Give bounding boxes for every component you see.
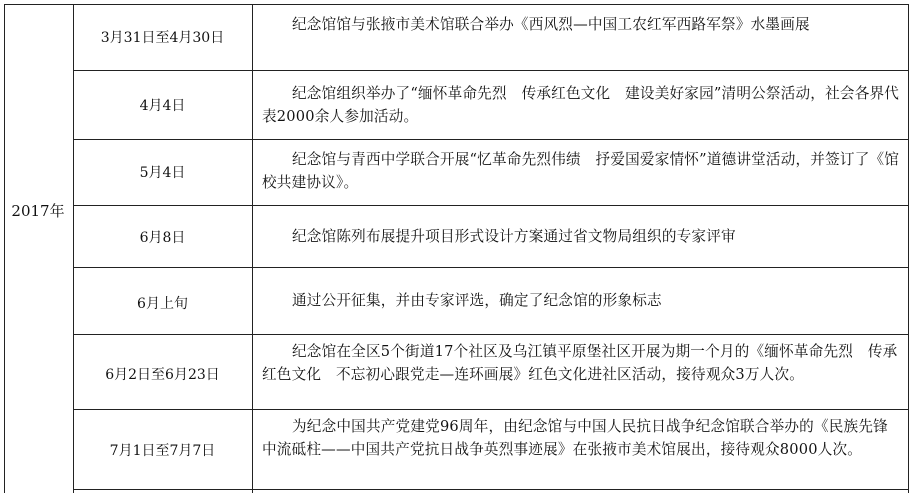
date-cell: 6月8日: [139, 230, 186, 246]
row-divider: [73, 139, 909, 140]
row-divider: [73, 267, 909, 268]
date-cell: 4月4日: [139, 98, 186, 114]
table-border-bottom: [73, 489, 909, 490]
date-cell: 5月4日: [139, 165, 186, 181]
event-cell: 纪念馆与青西中学联合开展“忆革命先烈伟绩 抒爱国爱家情怀”道德讲堂活动，并签订了《馆校共建协议》。: [262, 151, 900, 191]
year-cell: 2017年: [11, 202, 65, 220]
event-cell: 纪念馆在全区5个街道17个社区及乌江镇平原堡社区开展为期一个月的《缅怀革命先烈 传承红色文化 不忘初心跟党走—连环画展》红色文化进社区活动，接待观众3万人次。: [262, 343, 898, 383]
date-cell: 3月31日至4月30日: [100, 30, 225, 46]
date-cell: 6月2日至6月23日: [105, 367, 220, 383]
event-cell: 通过公开征集，并由专家评选，确定了纪念馆的形象标志: [292, 292, 662, 309]
event-cell: 为纪念中国共产党建党96周年，由纪念馆与中国人民抗日战争纪念馆联合举办的《民族先锋 中流砥柱——中国共产党抗日战争英烈事迹展》在张掖市美术馆展出，接待观众8000人次。: [262, 418, 903, 458]
table-border-left: [4, 4, 5, 493]
row-divider: [73, 70, 909, 71]
table-border-top: [4, 4, 909, 5]
row-divider: [73, 205, 909, 206]
event-cell: 纪念馆陈列布展提升项目形式设计方案通过省文物局组织的专家评审: [292, 228, 736, 245]
date-column-divider: [252, 4, 253, 493]
date-cell: 6月上旬: [137, 296, 188, 312]
year-column-divider: [73, 4, 74, 493]
row-divider: [73, 334, 909, 335]
row-divider: [73, 409, 909, 410]
event-cell: 纪念馆馆与张掖市美术馆联合举办《西风烈—中国工农红军西路军祭》水墨画展: [292, 16, 810, 33]
table-border-right: [908, 4, 909, 493]
date-cell: 7月1日至7月7日: [109, 443, 216, 459]
event-cell: 纪念馆组织举办了“缅怀革命先烈 传承红色文化 建设美好家园”清明公祭活动，社会各界代表2000余人参加活动。: [262, 85, 900, 125]
